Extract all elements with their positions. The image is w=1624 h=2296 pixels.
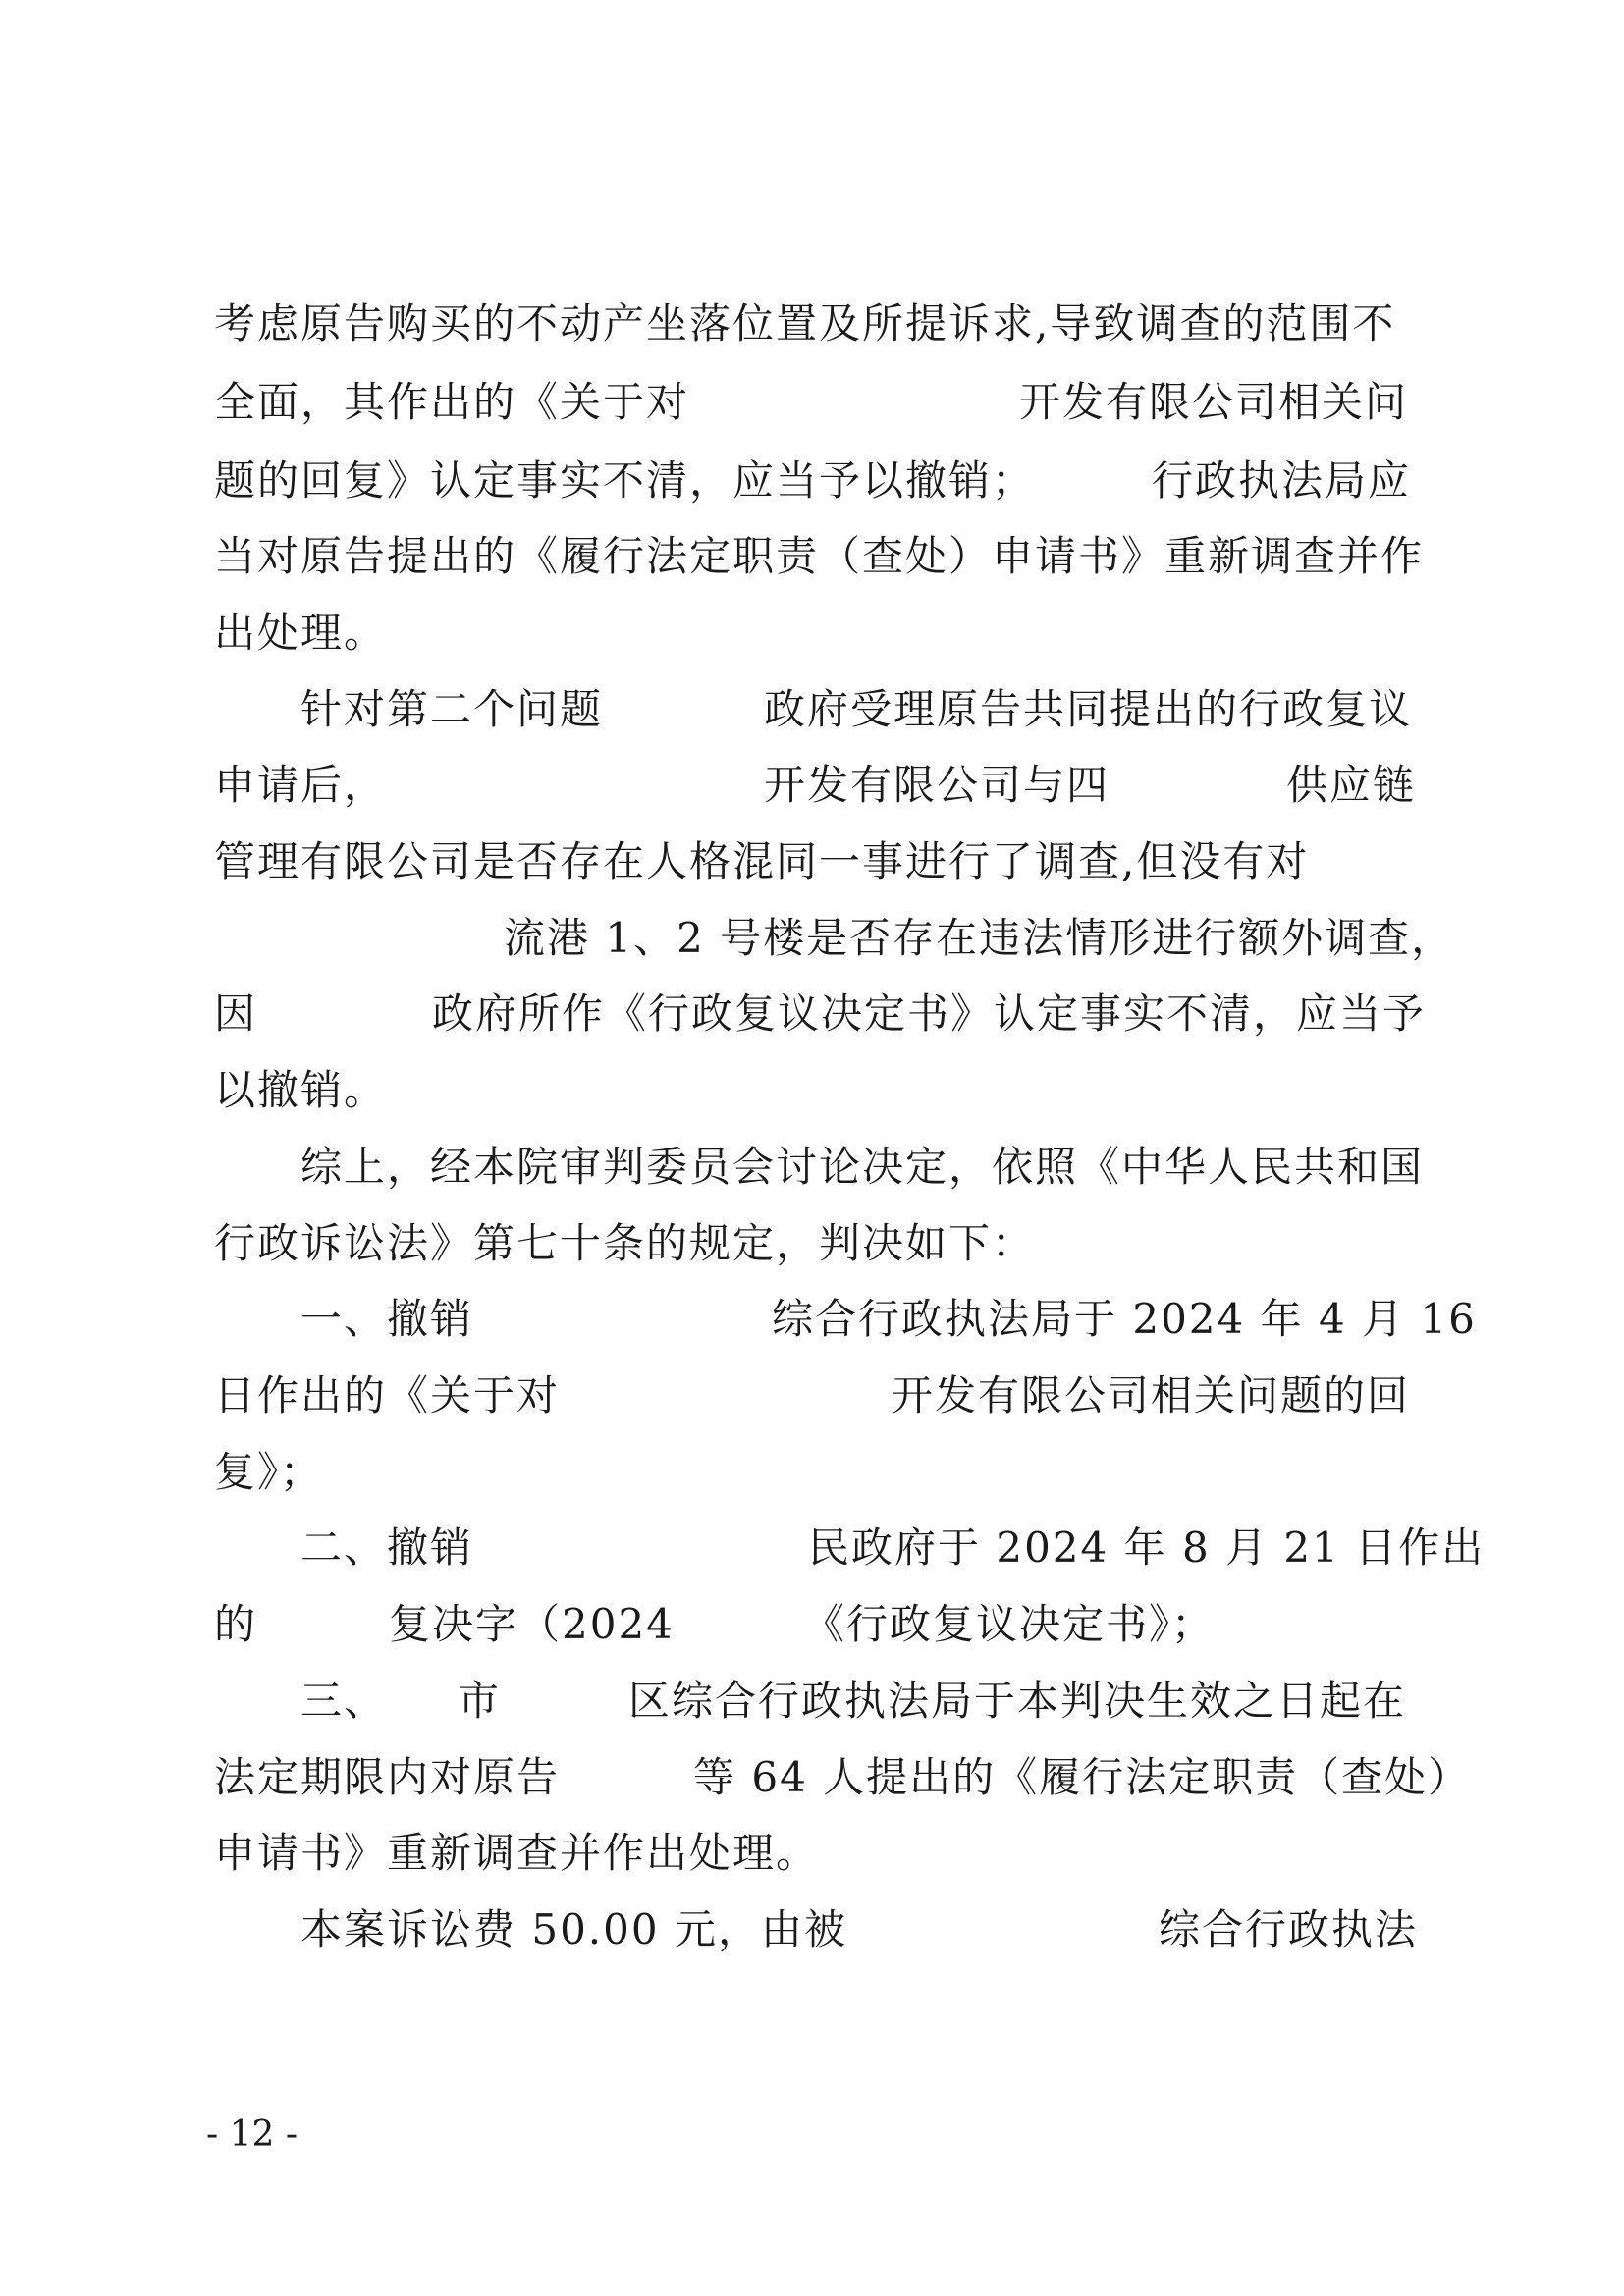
text-line [214,373,1414,432]
text-line [214,452,1414,510]
text-segment: 管理有限公司是否存在人格混同一事进行了调查,但没有对 [214,837,1310,885]
text-line [214,756,1417,815]
text-segment: 综合行政执法 [1159,1905,1419,1953]
text-line [214,680,1414,739]
text-line [214,909,1455,968]
text-segment: 综合行政执法局于 2024 年 4 月 16 [772,1295,1477,1343]
text-segment: 申请书》重新调查并作出处理。 [214,1829,820,1877]
text-line [214,985,1427,1043]
text-line [214,1366,1414,1425]
text-segment: 出处理。 [214,609,388,657]
text-segment: 以撤销。 [214,1066,388,1114]
text-segment: 《行政复议决定书》； [803,1600,1216,1648]
text-segment: 行政诉讼法》第七十条的规定，判决如下： [214,1219,1036,1267]
text-line [214,1214,1414,1273]
text-segment: 流港 1、2 号楼是否存在违法情形进行额外调查， [504,914,1455,962]
page-number: - 12 - [206,2114,298,2155]
text-segment: 日作出的《关于对 [214,1371,561,1419]
text-segment: 民政府于 2024 年 8 月 21 日作出 [808,1523,1486,1572]
text-segment: 的 [214,1600,258,1648]
text-segment: 政府受理原告共同提出的行政复议 [764,685,1413,733]
text-segment: 针对第二个问题 [300,685,604,733]
text-line [214,527,1425,586]
text-segment: 等 64 人提出的《履行法定职责（查处） [693,1753,1472,1801]
text-segment: 全面，其作出的《关于对 [214,378,690,426]
text-segment: 供应链 [1286,761,1417,809]
text-line [214,1519,1486,1577]
text-segment: 政府所作《行政复议决定书》认定事实不清，应当予 [432,989,1427,1038]
text-segment: 行政执法局应 [1152,456,1412,505]
text-segment: 三、 [300,1677,388,1725]
text-segment: 二、撤销 [300,1523,474,1572]
text-line [214,832,1414,891]
text-line [214,604,1414,663]
text-segment: 一、撤销 [300,1295,474,1343]
text-segment: 复决字（2024 [389,1600,675,1648]
text-segment: 开发有限公司相关问 [1019,378,1409,426]
text-segment: 区综合行政执法局于本判决生效之日起在 [628,1677,1407,1725]
text-segment: 考虑原告购买的不动产坐落位置及所提诉求,导致调查的范围不 [214,299,1396,347]
text-segment: 当对原告提出的《履行法定职责（查处）申请书》重新调查并作 [214,532,1425,580]
text-segment: 综上，经本院审判委员会讨论决定，依照《中华人民共和国 [300,1143,1425,1191]
text-segment: 市 [458,1677,502,1725]
text-segment: 开发有限公司相关问题的回 [892,1371,1411,1419]
text-line [214,294,1414,353]
text-segment: 因 [214,989,258,1038]
text-segment: 开发有限公司与四 [764,761,1110,809]
text-line [214,1824,1414,1883]
text-line [214,1290,1477,1349]
text-line [214,1443,1414,1502]
text-segment: 法定期限内对原告 [214,1753,561,1801]
text-line [214,1061,1414,1120]
text-line [214,1748,1472,1807]
text-line [214,1138,1425,1197]
text-line [214,1595,1414,1654]
text-line [214,1900,1419,1959]
text-line [214,1672,1414,1731]
text-segment: 申请后， [214,761,388,809]
text-segment: 本案诉讼费 50.00 元，由被 [300,1905,847,1953]
text-segment: 复》； [214,1448,324,1496]
text-segment: 题的回复》认定事实不清，应当予以撤销； [214,456,1036,505]
